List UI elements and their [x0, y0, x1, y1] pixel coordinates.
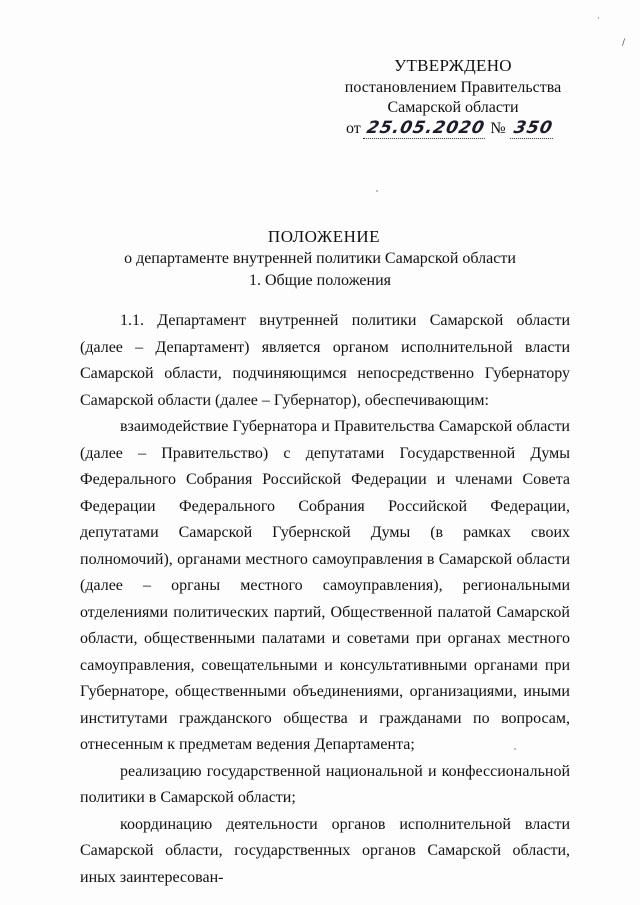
- document-body: [80, 308, 570, 891]
- paragraph-coordination: координацию деятельности органов исполнительной власти Самарской области, государственных органов Самарской области, иных заинтересован-: [80, 815, 570, 886]
- date-prefix: от: [346, 120, 361, 137]
- paragraph-interaction: взаимодействие Губернатора и Правительства Самарской области (далее – Правительство) с депутатами Государственной Думы Федерального Собрания Российской Федерации и членами Совета Федерации Федерального Собрания Российской Федерации, депутатами Самарской Губернской Думы (в рамках своих полномочий), органами местного самоуправления в Самарской области (далее – органы местного самоуправления), региональными отделениями политических партий, Общественной палатой Самарской области, общественными палатами и советами при органах местного самоуправления, совещательными и консультативными органами при Губернаторе, общественными объединениями, организациями, иными институтами гражданского общества и гражданами по вопросам, отнесенным к предметам ведения Департамента;: [80, 418, 570, 753]
- approval-date-line: [328, 118, 578, 139]
- approval-line-2: Самарской области: [387, 99, 519, 116]
- handwritten-number: 350: [509, 118, 556, 139]
- paragraph-1-1: 1.1. Департамент внутренней политики Самарской области (далее – Департамент) является органом исполнительной власти Самарской области, подчиняющимся непосредственно Губернатору Самарской области (далее – Губернатор), обеспечивающим:: [80, 312, 570, 409]
- approval-heading: УТВЕРЖДЕНО: [394, 56, 512, 75]
- approval-line-1: постановлением Правительства: [344, 79, 562, 96]
- number-prefix: №: [490, 120, 506, 137]
- section-heading: 1. Общие положения: [248, 272, 392, 289]
- handwritten-date: 25.05.2020: [363, 118, 489, 139]
- approval-stamp-block: [328, 56, 578, 139]
- document-title: ПОЛОЖЕНИЕ: [267, 227, 381, 246]
- document-subtitle: о департаменте внутренней политики Самарской области: [124, 250, 516, 267]
- scan-mark-top: ·: [597, 14, 600, 24]
- scan-mark-side: /: [622, 38, 626, 48]
- scan-speck: [376, 190, 378, 192]
- document-title-block: [0, 226, 640, 270]
- paragraph-national-policy: реализацию государственной национальной и конфессиональной политики в Самарской области;: [80, 762, 570, 806]
